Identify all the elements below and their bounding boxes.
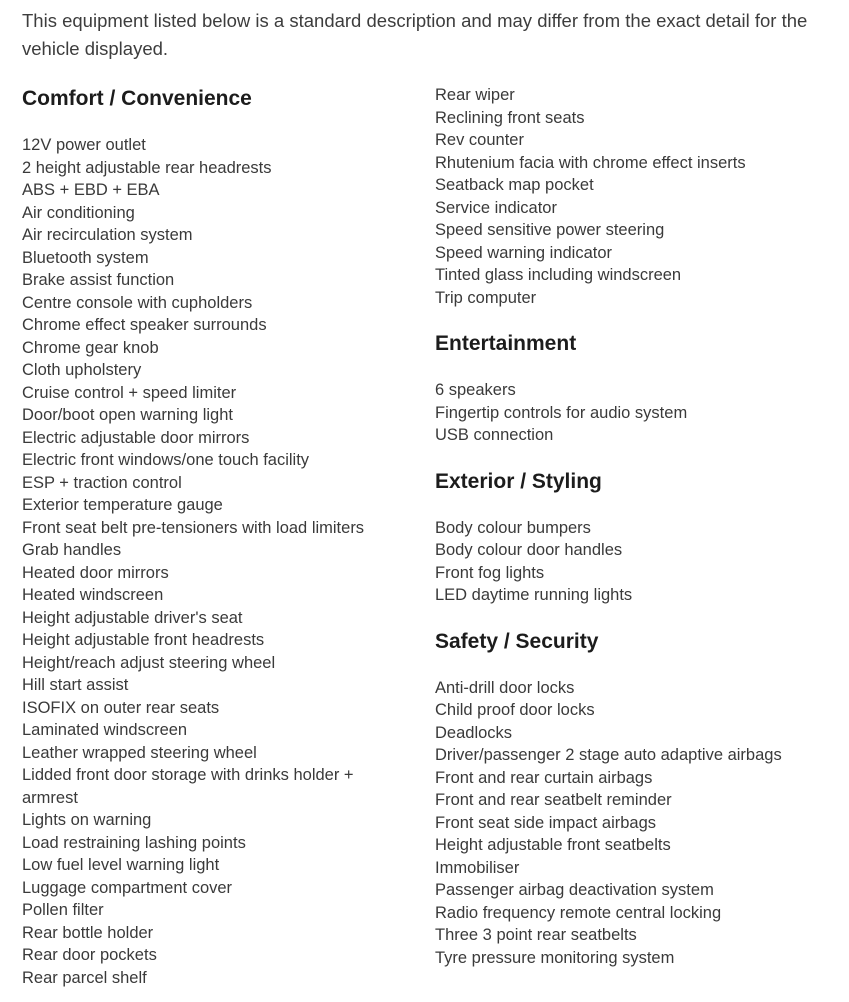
equipment-column-left	[22, 84, 417, 989]
list-item: Fingertip controls for audio system	[435, 403, 688, 422]
list-item: Child proof door locks	[435, 701, 595, 719]
list-item: Rear door pockets	[22, 946, 157, 964]
list-item: Hill start assist	[22, 676, 129, 694]
list-item: Height/reach adjust steering wheel	[22, 653, 276, 672]
section-title-exterior: Exterior / Styling	[435, 469, 602, 493]
list-item: Chrome effect speaker surrounds	[22, 316, 267, 334]
list-item: Air recirculation system	[22, 226, 193, 244]
list-item: Tinted glass including windscreen	[435, 266, 682, 284]
list-item: Chrome gear knob	[22, 338, 159, 357]
list-item: Lights on warning	[22, 811, 152, 829]
list-item: Immobiliser	[435, 858, 520, 877]
section-title-entertainment: Entertainment	[435, 332, 577, 355]
list-item: Rear bottle holder	[22, 923, 154, 942]
section-title-comfort: Comfort / Convenience	[22, 87, 252, 110]
list-item: Seatback map pocket	[435, 176, 594, 194]
list-item: 12V power outlet	[22, 136, 146, 154]
list-item: Rear wiper	[435, 86, 515, 104]
list-item: Height adjustable driver's seat	[22, 608, 243, 627]
list-item: Bluetooth system	[22, 248, 149, 267]
comfort-list-continued	[435, 84, 845, 309]
list-item: Height adjustable front headrests	[22, 631, 265, 649]
list-item: Rhutenium facia with chrome effect inserts	[435, 153, 746, 172]
exterior-list	[435, 517, 845, 607]
list-item: Front fog lights	[435, 563, 545, 582]
list-item: Grab handles	[22, 541, 122, 559]
list-item: LED daytime running lights	[435, 586, 633, 604]
list-item: Passenger airbag deactivation system	[435, 881, 714, 899]
list-item: Radio frequency remote central locking	[435, 903, 722, 922]
list-item: 2 height adjustable rear headrests	[22, 158, 272, 177]
list-item: Cruise control + speed limiter	[22, 383, 237, 402]
list-item: Centre console with cupholders	[22, 293, 253, 312]
list-item: Body colour door handles	[435, 541, 623, 559]
list-item: Leather wrapped steering wheel	[22, 743, 257, 762]
equipment-column-right	[435, 84, 845, 989]
list-item: Cloth upholstery	[22, 361, 142, 379]
list-item: Air conditioning	[22, 203, 135, 222]
list-item: Speed warning indicator	[435, 243, 613, 262]
list-item: Lidded front door storage with drinks holder + armrest	[22, 766, 354, 807]
safety-list	[435, 677, 845, 970]
list-item: Tyre pressure monitoring system	[435, 948, 675, 967]
list-item: Reclining front seats	[435, 108, 585, 127]
list-item: Anti-drill door locks	[435, 678, 575, 697]
list-item: Heated door mirrors	[22, 563, 169, 582]
list-item: Body colour bumpers	[435, 518, 591, 537]
entertainment-list	[435, 379, 845, 447]
list-item: Heated windscreen	[22, 586, 164, 604]
list-item: Pollen filter	[22, 901, 104, 919]
list-item: Rev counter	[435, 131, 524, 149]
list-item: ABS + EBD + EBA	[22, 181, 160, 199]
list-item: Brake assist function	[22, 271, 175, 289]
list-item: Driver/passenger 2 stage auto adaptive airbags	[435, 746, 782, 764]
intro-text: This equipment listed below is a standard description and may differ from the exact detail for the vehicle displayed.	[22, 10, 808, 59]
list-item: Rear parcel shelf	[22, 968, 147, 987]
list-item: Speed sensitive power steering	[435, 221, 665, 239]
list-item: Front and rear seatbelt reminder	[435, 791, 672, 809]
list-item: Front seat belt pre-tensioners with load limiters	[22, 518, 365, 537]
list-item: 6 speakers	[435, 381, 516, 399]
list-item: Height adjustable front seatbelts	[435, 836, 671, 854]
list-item: Door/boot open warning light	[22, 406, 233, 424]
list-item: Laminated windscreen	[22, 721, 188, 739]
list-item: Low fuel level warning light	[22, 856, 220, 874]
section-title-safety: Safety / Security	[435, 629, 599, 653]
list-item: Luggage compartment cover	[22, 878, 233, 897]
list-item: Trip computer	[435, 288, 537, 307]
list-item: ESP + traction control	[22, 473, 182, 492]
list-item: USB connection	[435, 426, 554, 444]
list-item: Exterior temperature gauge	[22, 496, 223, 514]
list-item: Load restraining lashing points	[22, 833, 246, 852]
list-item: Electric adjustable door mirrors	[22, 428, 250, 447]
list-item: Service indicator	[435, 198, 557, 217]
list-item: Electric front windows/one touch facility	[22, 451, 310, 469]
list-item: ISOFIX on outer rear seats	[22, 698, 220, 717]
list-item: Front and rear curtain airbags	[435, 768, 653, 787]
comfort-list	[22, 134, 417, 989]
list-item: Deadlocks	[435, 723, 513, 742]
list-item: Front seat side impact airbags	[435, 813, 657, 832]
list-item: Three 3 point rear seatbelts	[435, 926, 637, 944]
